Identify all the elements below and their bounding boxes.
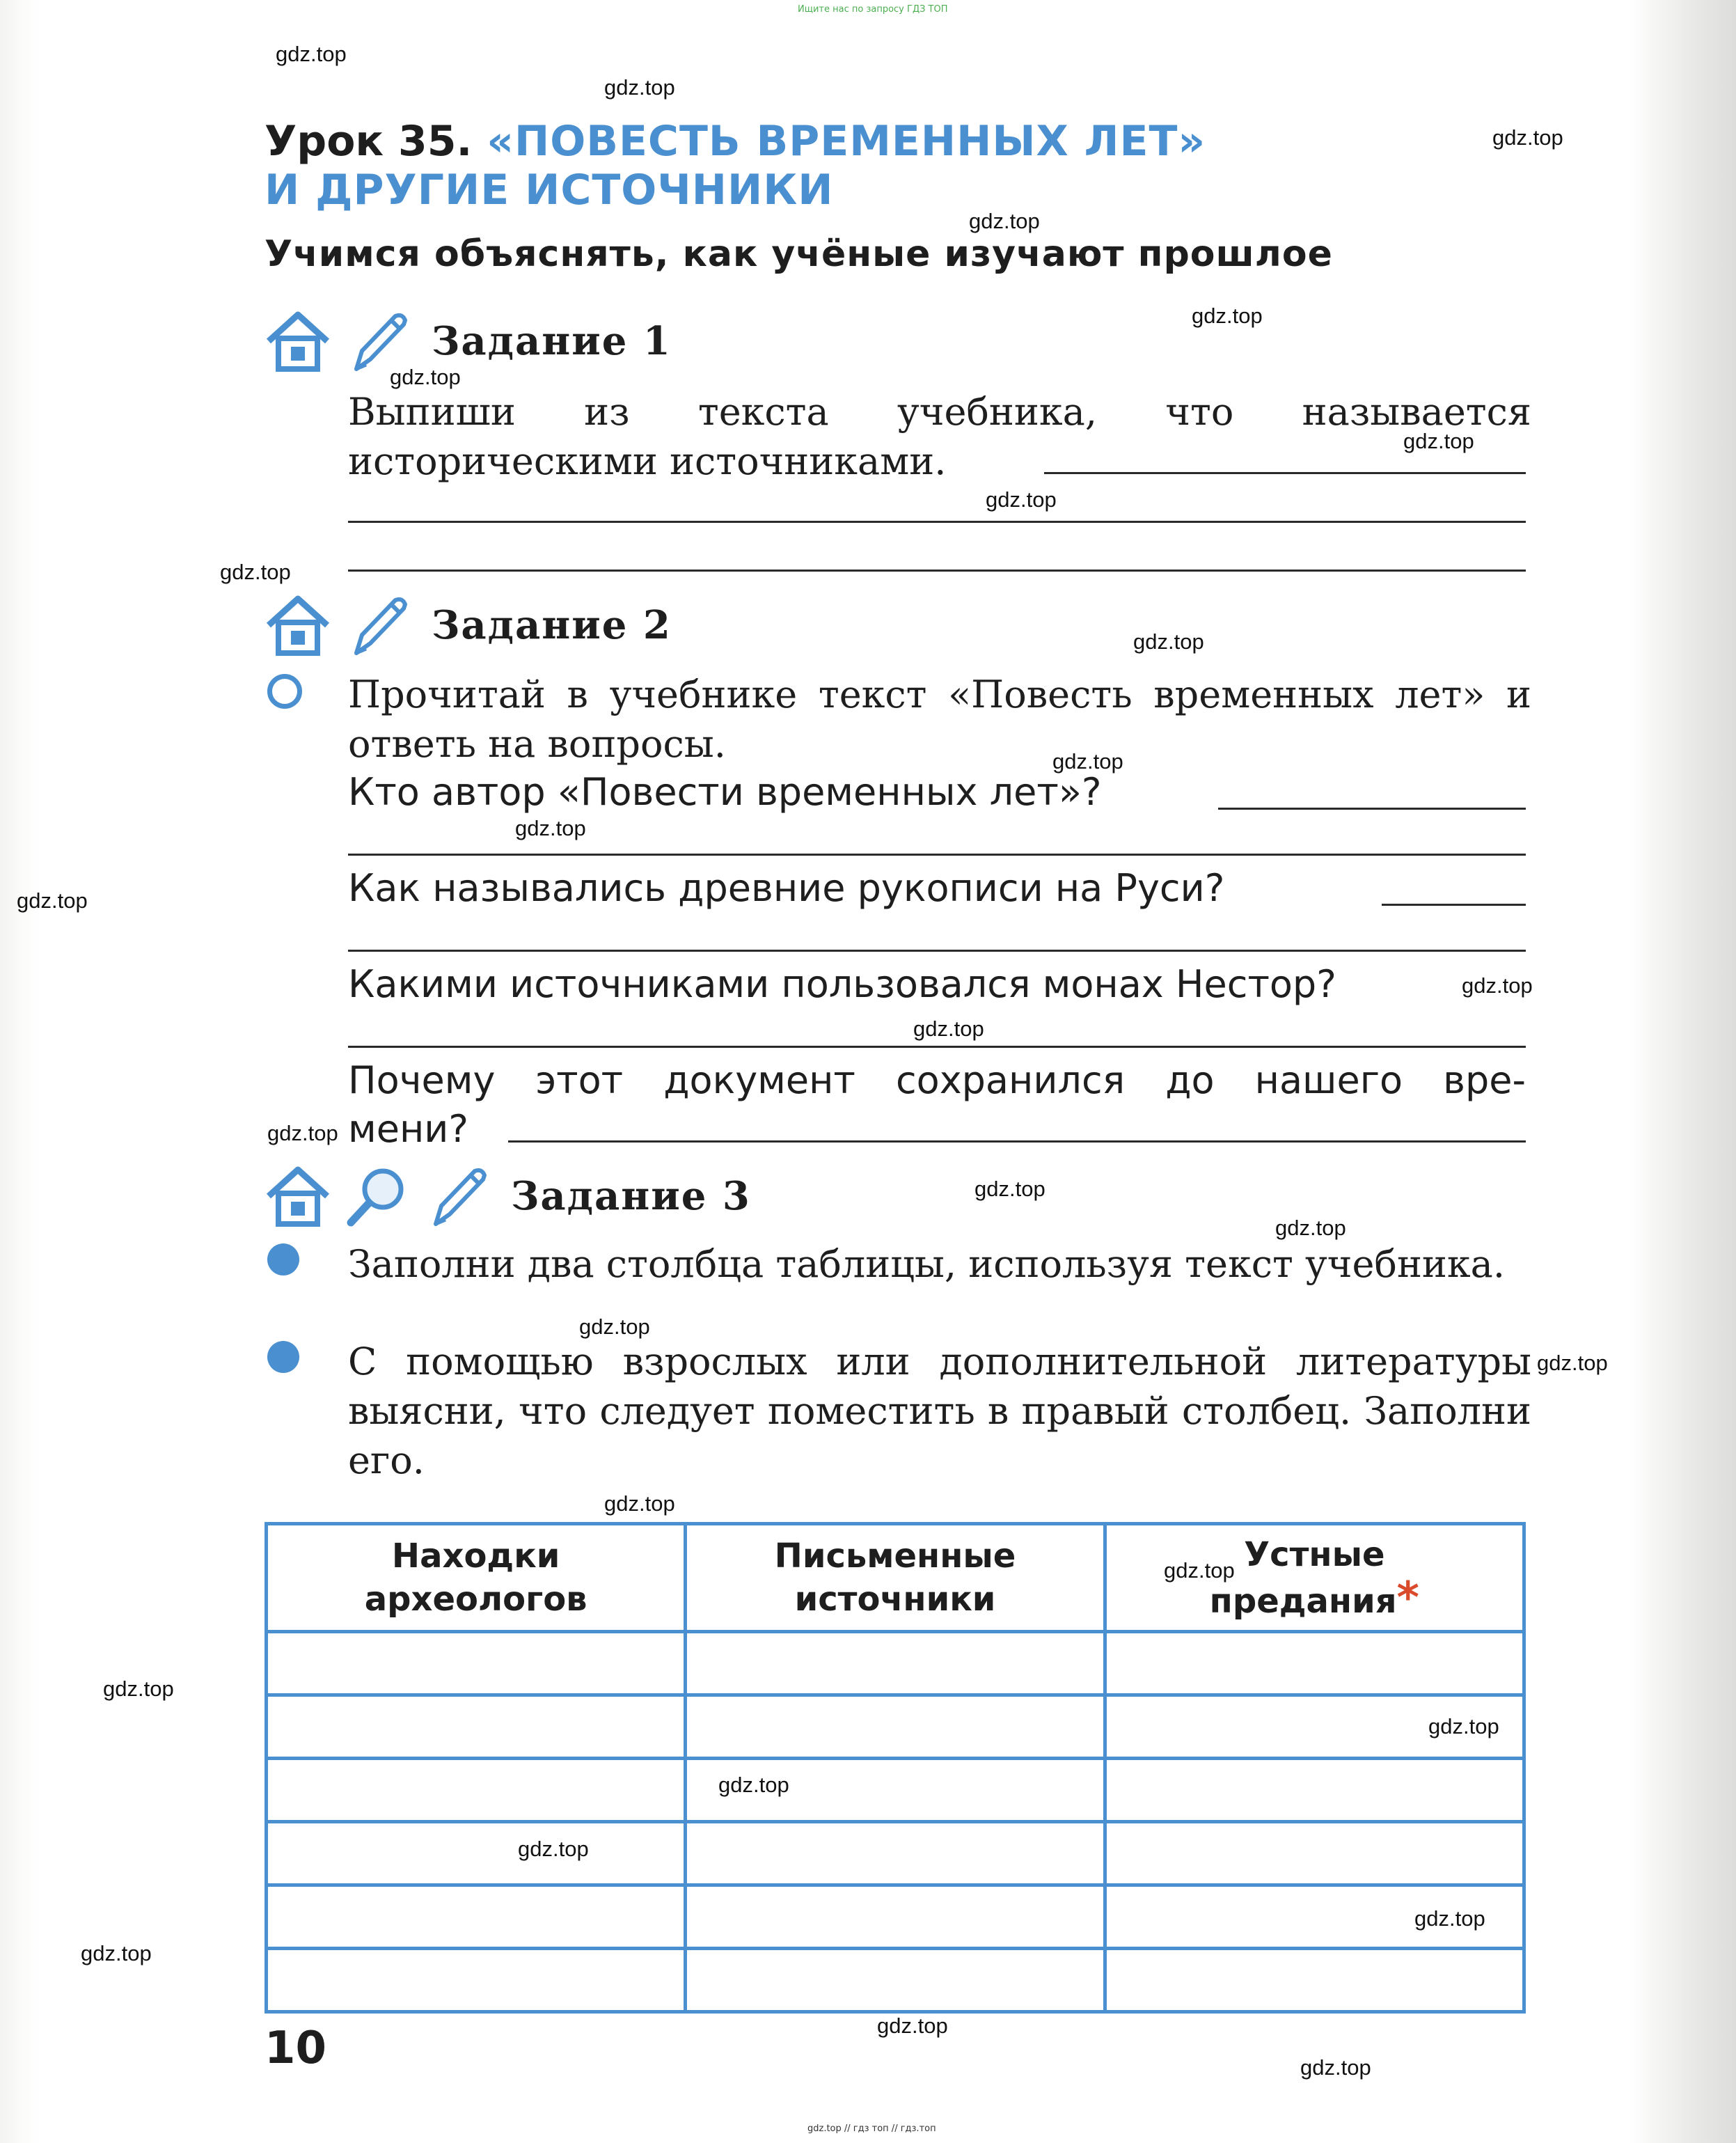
- table-cell[interactable]: [686, 1885, 1105, 1949]
- watermark: gdz.top: [1492, 125, 1563, 150]
- header-archaeological-finds: Находки археологов: [267, 1524, 686, 1632]
- table-cell[interactable]: [1105, 1822, 1524, 1885]
- task3-instruction1: Заполни два столбца таблицы, используя текст учебника.: [348, 1242, 1506, 1286]
- watermark: gdz.top: [913, 1016, 984, 1041]
- footer-note: gdz.top // гдз топ // гдз.топ: [807, 2124, 936, 2134]
- table-cell[interactable]: [1105, 1949, 1524, 2012]
- watermark: gdz.top: [1052, 749, 1123, 774]
- task3-header: [263, 1161, 751, 1231]
- pencil-icon: [422, 1161, 491, 1231]
- answer-line[interactable]: [348, 950, 1526, 952]
- pencil-icon: [342, 590, 412, 660]
- table-row: [267, 1695, 1524, 1759]
- watermark: gdz.top: [1133, 629, 1204, 654]
- task2-label: Задание 2: [432, 602, 672, 648]
- watermark: gdz.top: [267, 1121, 338, 1145]
- table-row: [267, 1949, 1524, 2012]
- page-number: 10: [265, 2023, 327, 2074]
- bullet-filled: [267, 1341, 299, 1373]
- watermark: gdz.top: [718, 1773, 789, 1797]
- task3-instruction2: С помощью взрослых или дополнительной литературы выясни, что следует поместить в правый столбец. Заполни его.: [348, 1340, 1531, 1482]
- table-cell[interactable]: [267, 1632, 686, 1695]
- table-cell[interactable]: [1105, 1759, 1524, 1822]
- watermark: gdz.top: [81, 1941, 152, 1965]
- task2-question4-line1: Почему этот документ сохранился до нашего вре-: [348, 1058, 1526, 1102]
- answer-line[interactable]: [348, 521, 1526, 523]
- table-row: [267, 1632, 1524, 1695]
- table-cell[interactable]: [267, 1822, 686, 1885]
- task2-question3: Какими источниками пользовался монах Нестор?: [348, 962, 1336, 1006]
- lesson-number: Урок 35.: [265, 117, 473, 166]
- watermark: gdz.top: [1428, 1714, 1499, 1738]
- watermark: gdz.top: [390, 365, 461, 389]
- lesson-title-line1: «ПОВЕСТЬ ВРЕМЕННЫХ ЛЕТ»: [487, 117, 1206, 166]
- task2-intro: Прочитай в учебнике текст «Повесть временных лет» и ответь на вопросы.: [348, 673, 1531, 766]
- home-icon: [263, 590, 333, 660]
- lesson-title-line2: И ДРУГИЕ ИСТОЧНИКИ: [265, 166, 834, 214]
- task1-label: Задание 1: [432, 318, 672, 364]
- answer-line[interactable]: [348, 854, 1526, 856]
- watermark: gdz.top: [1275, 1216, 1346, 1240]
- table-cell[interactable]: [686, 1695, 1105, 1759]
- watermark: gdz.top: [1192, 304, 1263, 328]
- bullet-open: [267, 674, 302, 709]
- table-cell[interactable]: [267, 1949, 686, 2012]
- task3-label: Задание 3: [511, 1173, 751, 1219]
- table-row: [267, 1885, 1524, 1949]
- answer-line[interactable]: [348, 570, 1526, 572]
- watermark: gdz.top: [220, 560, 291, 584]
- table-cell[interactable]: [267, 1759, 686, 1822]
- task2-header: [263, 590, 672, 660]
- answer-line[interactable]: [1218, 808, 1526, 810]
- task1-header: [263, 306, 672, 376]
- task2-question4-line2: мени?: [348, 1107, 469, 1151]
- bullet-filled: [267, 1243, 299, 1275]
- table-row: [267, 1822, 1524, 1885]
- magnifier-icon: [342, 1161, 412, 1231]
- watermark: gdz.top: [1164, 1558, 1235, 1583]
- answer-line[interactable]: [1044, 472, 1526, 474]
- task2-question1: Кто автор «Повести временных лет»?: [348, 770, 1102, 814]
- answer-line[interactable]: [508, 1140, 1526, 1143]
- watermark: gdz.top: [1462, 973, 1533, 998]
- table-cell[interactable]: [686, 1949, 1105, 2012]
- header-oral-traditions: Устные предания*: [1105, 1524, 1524, 1632]
- task1-text: Выпиши из текста учебника, что называется историческими источниками.: [348, 390, 1531, 483]
- table-cell[interactable]: [267, 1695, 686, 1759]
- watermark: gdz.top: [1300, 2055, 1371, 2080]
- watermark: gdz.top: [1414, 1906, 1485, 1931]
- task2-question2: Как назывались древние рукописи на Руси?: [348, 866, 1225, 910]
- table-cell[interactable]: [686, 1632, 1105, 1695]
- watermark: gdz.top: [604, 1491, 675, 1516]
- watermark: gdz.top: [276, 42, 347, 66]
- answer-line[interactable]: [1382, 904, 1526, 906]
- sources-table: [265, 1522, 1526, 2014]
- home-icon: [263, 1161, 333, 1231]
- table-cell[interactable]: [1105, 1632, 1524, 1695]
- watermark: gdz.top: [986, 487, 1057, 512]
- watermark: gdz.top: [1537, 1351, 1608, 1375]
- header-note: Ищите нас по запросу ГДЗ ТОП: [798, 4, 948, 15]
- watermark: gdz.top: [579, 1314, 650, 1339]
- watermark: gdz.top: [518, 1837, 589, 1861]
- answer-line[interactable]: [348, 1046, 1526, 1048]
- watermark: gdz.top: [1403, 429, 1474, 453]
- watermark: gdz.top: [604, 75, 675, 100]
- watermark: gdz.top: [969, 209, 1040, 233]
- lesson-subtitle: Учимся объяснять, как учёные изучают прошлое: [265, 233, 1333, 275]
- table-row: [267, 1759, 1524, 1822]
- watermark: gdz.top: [877, 2014, 948, 2038]
- table-cell[interactable]: [686, 1822, 1105, 1885]
- header-written-sources: Письменные источники: [686, 1524, 1105, 1632]
- asterisk-mark: *: [1396, 1571, 1419, 1623]
- home-icon: [263, 306, 333, 376]
- lesson-title: [265, 117, 1206, 214]
- watermark: gdz.top: [17, 888, 88, 913]
- watermark: gdz.top: [103, 1677, 174, 1701]
- watermark: gdz.top: [515, 816, 586, 840]
- watermark: gdz.top: [974, 1177, 1045, 1201]
- table-cell[interactable]: [267, 1885, 686, 1949]
